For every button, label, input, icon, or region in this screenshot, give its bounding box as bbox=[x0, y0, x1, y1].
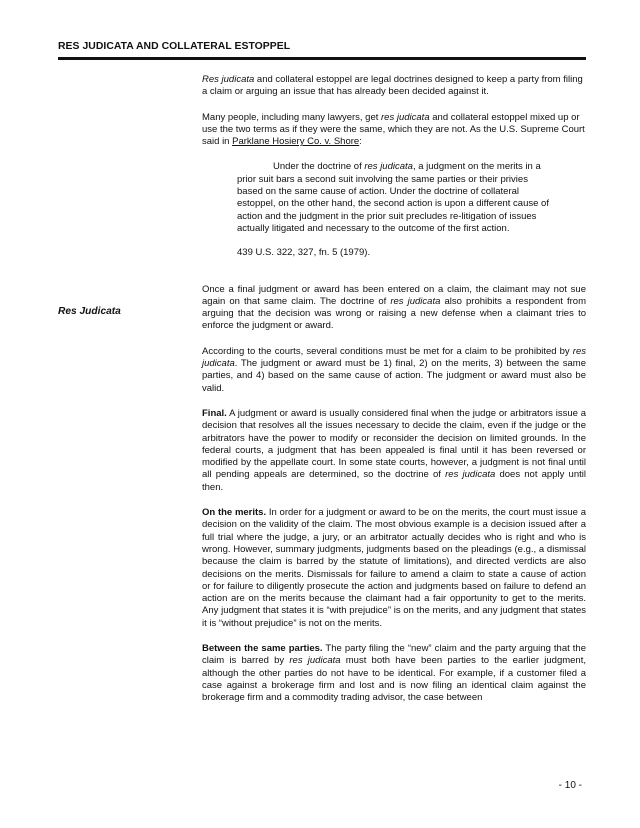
merits-paragraph bbox=[202, 507, 586, 630]
page-number: - 10 - bbox=[558, 780, 582, 791]
paragraph-text: and collateral estoppel mixed up or use the two terms as if they were the same, which they are not. As the U.S. Supreme Court said in bbox=[202, 111, 585, 148]
italic-term: res judicata bbox=[445, 469, 496, 481]
paragraph-text: does not apply until then. bbox=[202, 469, 586, 493]
res-judicata-paragraph-2 bbox=[202, 346, 586, 395]
quote-text bbox=[237, 161, 551, 235]
section-label-res-judicata: Res Judicata bbox=[58, 306, 121, 317]
subheading-final: Final. bbox=[202, 407, 227, 419]
case-name: Parklane Hosiery Co. v. Shore bbox=[232, 136, 360, 148]
paragraph-text: Many people, including many lawyers, get bbox=[202, 111, 382, 123]
intro-paragraph-2 bbox=[202, 112, 586, 149]
paragraph-text: Once a final judgment or award has been entered on a claim, the claimant may not sue again on that same claim. The doctrine of bbox=[202, 283, 586, 307]
paragraph-text: and collateral estoppel are legal doctrines designed to keep a party from filing a claim or arguing an issue that has already been decided against it. bbox=[202, 74, 583, 98]
subheading-merits: On the merits. bbox=[202, 507, 267, 519]
quote-segment: Under the doctrine of bbox=[273, 161, 365, 173]
header-rule bbox=[58, 57, 586, 60]
paragraph-text: A judgment or award is usually considered final when the judge or arbitrators issue a decision that resolves all the issues necessary to decide the claim, even if the judge or the arbitrators have the power to modify or reconsider the decision on limited grounds. In the federal courts, a judgment that has been appealed is final until it has been reversed or modified by the appellate court. In some state courts, however, a judgment is not final until all pending appeals are determined, so the doctrine of bbox=[202, 407, 586, 481]
quote-segment: , a judgment on the merits in a prior suit bars a second suit involving the same parties or their privies based on the same cause of action. Under the doctrine of collateral estoppel, on the other hand, the second action is upon a different cause of action and the judgment in the prior suit precludes re-litigation of issues actually litigated and necessary to the outcome of the first action. bbox=[237, 161, 549, 234]
italic-term: res judicata bbox=[381, 111, 430, 123]
final-paragraph bbox=[202, 408, 586, 494]
res-judicata-paragraph-1 bbox=[202, 284, 586, 333]
italic-term: Res judicata bbox=[202, 74, 255, 85]
intro-paragraph-1 bbox=[202, 74, 586, 99]
paragraph-text: : bbox=[359, 136, 362, 148]
paragraph-text: must both have been parties to the earlier judgment, although the other parties do not have to be identical. For example, if a customer filed a case against a brokerage firm and lost and is now filing an identical claim against the brokerage firm and a commodity trading advisor, the case between bbox=[202, 655, 586, 704]
paragraph-text: According to the courts, several conditions must be met for a claim to be prohibited by bbox=[202, 345, 573, 357]
parties-paragraph bbox=[202, 643, 586, 704]
page-header-title: RES JUDICATA AND COLLATERAL ESTOPPEL bbox=[58, 41, 291, 52]
body-column bbox=[202, 74, 586, 717]
italic-term: res judicata bbox=[390, 295, 441, 307]
subheading-parties: Between the same parties. bbox=[202, 642, 323, 654]
paragraph-text: . The judgment or award must be 1) final, 2) on the merits, 3) between the same parties, and 4) based on the same cause of action. The judgment or award must also be valid. bbox=[202, 358, 586, 394]
quote-citation: 439 U.S. 322, 327, fn. 5 (1979). bbox=[237, 247, 371, 259]
block-quote bbox=[237, 161, 551, 259]
italic-term: res judicata bbox=[289, 655, 341, 667]
paragraph-text: also prohibits a respondent from arguing that the decision was wrong or raising a new defense when a claimant tries to enforce the judgment or award. bbox=[202, 295, 586, 332]
italic-term: res judicata bbox=[364, 161, 413, 173]
paragraph-text: The party filing the “new” claim and the party arguing that the claim is barred by bbox=[202, 642, 586, 667]
italic-term: res judicata bbox=[202, 345, 586, 370]
paragraph-text: In order for a judgment or award to be on the merits, the court must issue a decision on the validity of the claim. The most obvious example is a decision issued after a full trial where the judge, a jury, or an arbitrator actually decides who is right and who is wrong. However, summary judgments, judgments based on the pleadings (e.g., a dismissal because the claim is barred by the statute of limitations), and directed verdicts are also decisions on the merits. Dismissals for failure to amend a claim to state a cause of action or for failure to diligently prosecute the action and judgments based on failure to defend an action are on the merits because the claimant had a fair opportunity to get to the merits. Any judgment that states it is “with prejudice” is on the merits, and any judgment that states it is “without prejudice” is not on the merits. bbox=[202, 507, 587, 629]
